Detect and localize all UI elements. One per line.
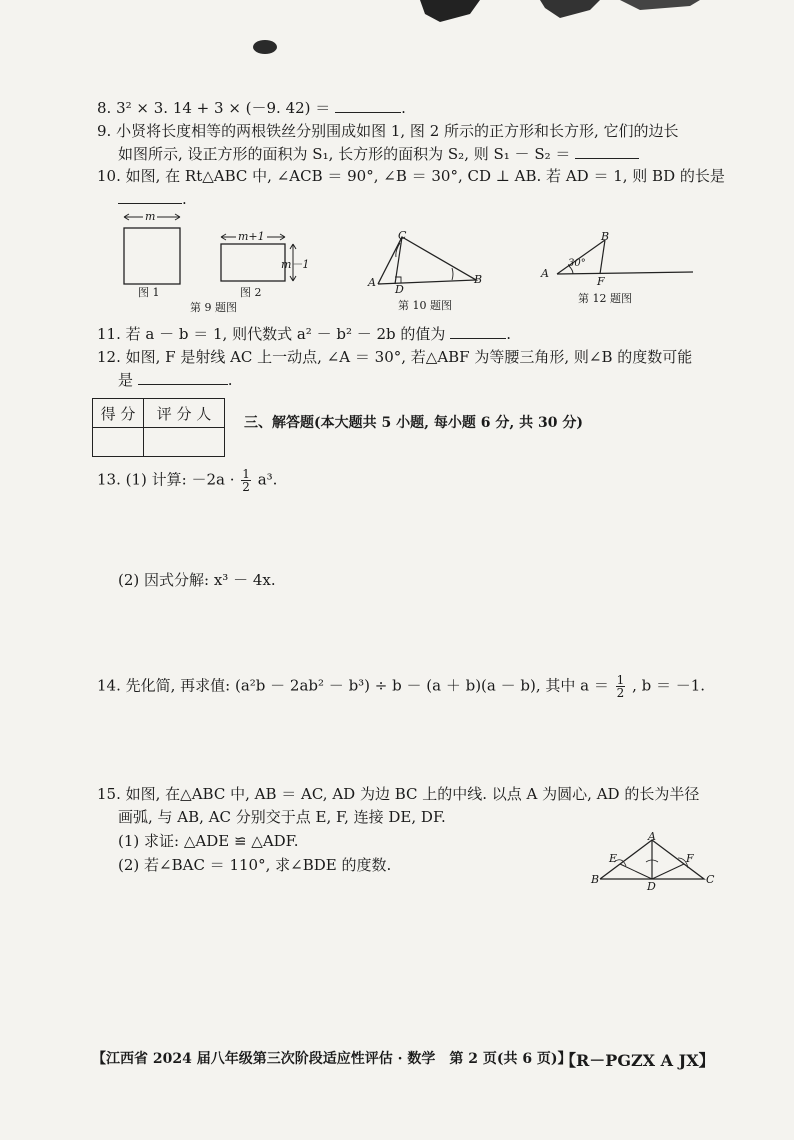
question-13-part2: (2) 因式分解: x³ － 4x. xyxy=(118,571,276,589)
fig12-label-a: A xyxy=(541,267,549,280)
question-11: 11. 若 a － b ＝ 1, 则代数式 a² － b² － 2b 的值为 . xyxy=(97,325,511,343)
score-cell[interactable] xyxy=(93,428,144,457)
footer-right: 【R－PGZX A JX】 xyxy=(560,1051,715,1070)
fig2-caption: 图 2 xyxy=(240,286,262,299)
figure-10-triangle xyxy=(360,228,490,298)
question-10: 10. 如图, 在 Rt△ABC 中, ∠ACB ＝ 90°, ∠B ＝ 30°, CD ⊥ AB. 若 AD ＝ 1, 则 BD 的长是 xyxy=(97,167,725,185)
question-14: 14. 先化简, 再求值: (a²b － 2ab² － b³) ÷ b － (a ＋ b)(a － b), 其中 a ＝ $\frac{1}{2}$ , b ＝ －1. xyxy=(97,673,706,700)
footer-left: 【江西省 2024 届八年级第三次阶段适应性评估 · 数学 第 2 页(共 6 页)】 xyxy=(92,1051,572,1067)
q9-answer-blank[interactable] xyxy=(575,144,639,159)
question-12-line2: 是 . xyxy=(118,371,233,389)
q12-answer-blank[interactable] xyxy=(138,370,228,385)
fig15-label-c: C xyxy=(706,873,715,886)
fig10-label-c: C xyxy=(398,229,407,242)
question-15-line2: 画弧, 与 AB, AC 分别交于点 E, F, 连接 DE, DF. xyxy=(118,808,446,826)
q11-answer-blank[interactable] xyxy=(450,324,506,339)
grader-cell[interactable] xyxy=(144,428,225,457)
fig15-label-b: B xyxy=(591,873,600,886)
fig12-label-f: F xyxy=(597,275,605,288)
fig15-label-e: E xyxy=(609,852,618,865)
fig10-label-b: B xyxy=(474,273,483,286)
scan-artifact xyxy=(0,0,794,40)
score-table xyxy=(92,398,225,457)
fig12-angle-label: 30° xyxy=(568,258,586,269)
q10-answer-blank[interactable] xyxy=(118,189,182,204)
fig15-label-a: A xyxy=(648,830,656,843)
fig2-side-label: m－1 xyxy=(281,258,310,271)
score-header: 得 分 xyxy=(93,399,144,428)
section-3-title: 三、解答题(本大题共 5 小题, 每小题 6 分, 共 30 分) xyxy=(244,415,583,431)
question-15-part1: (1) 求证: △ADE ≌ △ADF. xyxy=(118,832,299,850)
fig1-side-label: m xyxy=(145,210,156,223)
q13-fraction: $\frac{1}{2}$ xyxy=(242,467,250,494)
q14-fraction: $\frac{1}{2}$ xyxy=(616,673,625,700)
question-15-part2: (2) 若∠BAC ＝ 110°, 求∠BDE 的度数. xyxy=(118,856,392,874)
question-9-line2: 如图所示, 设正方形的面积为 S₁, 长方形的面积为 S₂, 则 S₁ － S₂ ＝ xyxy=(118,144,639,164)
fig1-caption: 图 1 xyxy=(138,286,160,299)
fig10-label-a: A xyxy=(368,276,376,289)
q8-text: 8. 3² × 3. 14 + 3 × (－9. 42) ＝ xyxy=(97,99,331,117)
question-15-line1: 15. 如图, 在△ABC 中, AB ＝ AC, AD 为边 BC 上的中线. 以点 A 为圆心, AD 的长为半径 xyxy=(97,785,700,803)
question-13-part1: 13. (1) 计算: －2a · $\frac{1}{2}$ a³. xyxy=(97,467,278,494)
fig10-caption: 第 10 题图 xyxy=(398,299,452,312)
q10-answer-line: . xyxy=(118,189,187,209)
fig12-caption: 第 12 题图 xyxy=(578,292,632,305)
fig15-label-f: F xyxy=(686,852,694,865)
fig12-label-b: B xyxy=(601,230,610,243)
fig2-top-label: m+1 xyxy=(238,230,265,243)
question-12-line1: 12. 如图, F 是射线 AC 上一动点, ∠A ＝ 30°, 若△ABF 为等腰三角形, 则∠B 的度数可能 xyxy=(97,348,693,366)
q8-answer-blank[interactable] xyxy=(335,98,401,113)
fig9-caption: 第 9 题图 xyxy=(190,301,237,314)
question-8: 8. 3² × 3. 14 + 3 × (－9. 42) ＝ . xyxy=(97,99,406,117)
question-9-line1: 9. 小贤将长度相等的两根铁丝分别围成如图 1, 图 2 所示的正方形和长方形, 它们的边长 xyxy=(97,122,679,140)
grader-header: 评 分 人 xyxy=(144,399,225,428)
fig10-label-d: D xyxy=(395,283,404,296)
fig15-label-d: D xyxy=(647,880,656,893)
